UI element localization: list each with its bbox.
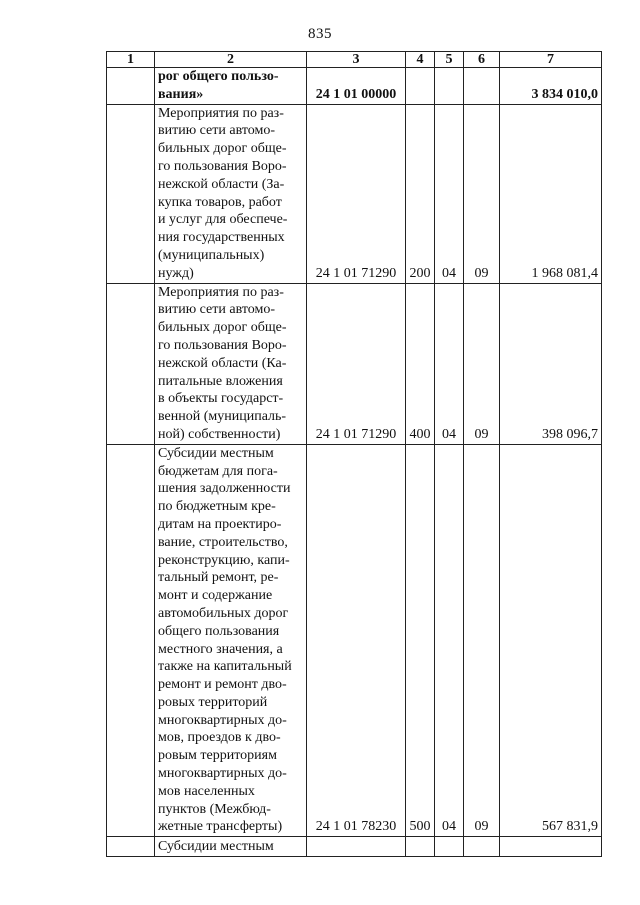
item-name-cell: Мероприятия по раз- витию сети автомо- бильных дорог обще- го пользования Воро- нежской области (За- купка товаров, работ и услуг для обеспече- ния государственных (муниципальных) нужд) xyxy=(155,104,307,283)
table-row xyxy=(107,104,602,283)
header-col-7: 7 xyxy=(500,52,602,68)
header-col-1: 1 xyxy=(107,52,155,68)
header-col-2: 2 xyxy=(155,52,307,68)
amount-cell xyxy=(500,837,602,857)
amount-cell: 3 834 010,0 xyxy=(500,68,602,105)
row-number-cell xyxy=(107,283,155,444)
item-name-cell: Мероприятия по раз- витию сети автомо- бильных дорог обще- го пользования Воро- нежской области (Ка- питальные вложения в объекты государст- венной (муниципаль- ной) собственности) xyxy=(155,283,307,444)
header-col-3: 3 xyxy=(307,52,406,68)
header-col-5: 5 xyxy=(435,52,464,68)
table-row xyxy=(107,444,602,837)
section-cell: 04 xyxy=(435,104,464,283)
section-cell: 04 xyxy=(435,283,464,444)
amount-cell: 567 831,9 xyxy=(500,444,602,837)
table-header-row xyxy=(107,52,602,68)
budget-table xyxy=(106,51,602,857)
item-name-cell: Субсидии местным xyxy=(155,837,307,857)
section-cell: 04 xyxy=(435,444,464,837)
target-code-cell: 24 1 01 71290 xyxy=(307,283,406,444)
table-row xyxy=(107,68,602,105)
target-code-cell: 24 1 01 00000 xyxy=(307,68,406,105)
header-col-4: 4 xyxy=(406,52,435,68)
table-row xyxy=(107,837,602,857)
subsection-cell xyxy=(464,68,500,105)
item-name-cell: Субсидии местным бюджетам для пога- шения задолженности по бюджетным кре- дитам на проектиро- вание, строительство, реконструкцию, капи- тальный ремонт, ре- монт и содержание автомобильных дорог общего пользования местного значения, а также на капитальный ремонт и ремонт дво- ровых территорий многоквартирных до- мов, проездов к дво- ровым территориям многоквартирных до- мов населенных пунктов (Межбюд- жетные трансферты) xyxy=(155,444,307,837)
item-name-cell: рог общего пользо- вания» xyxy=(155,68,307,105)
row-number-cell xyxy=(107,444,155,837)
section-cell xyxy=(435,68,464,105)
amount-cell: 1 968 081,4 xyxy=(500,104,602,283)
table-row xyxy=(107,283,602,444)
amount-cell: 398 096,7 xyxy=(500,283,602,444)
target-code-cell: 24 1 01 78230 xyxy=(307,444,406,837)
row-number-cell xyxy=(107,837,155,857)
page-number: 835 xyxy=(308,26,332,42)
subsection-cell xyxy=(464,837,500,857)
target-code-cell: 24 1 01 71290 xyxy=(307,104,406,283)
subsection-cell: 09 xyxy=(464,283,500,444)
expense-type-cell: 500 xyxy=(406,444,435,837)
section-cell xyxy=(435,837,464,857)
target-code-cell xyxy=(307,837,406,857)
expense-type-cell: 200 xyxy=(406,104,435,283)
header-col-6: 6 xyxy=(464,52,500,68)
row-number-cell xyxy=(107,104,155,283)
expense-type-cell xyxy=(406,837,435,857)
subsection-cell: 09 xyxy=(464,444,500,837)
subsection-cell: 09 xyxy=(464,104,500,283)
row-number-cell xyxy=(107,68,155,105)
expense-type-cell xyxy=(406,68,435,105)
expense-type-cell: 400 xyxy=(406,283,435,444)
